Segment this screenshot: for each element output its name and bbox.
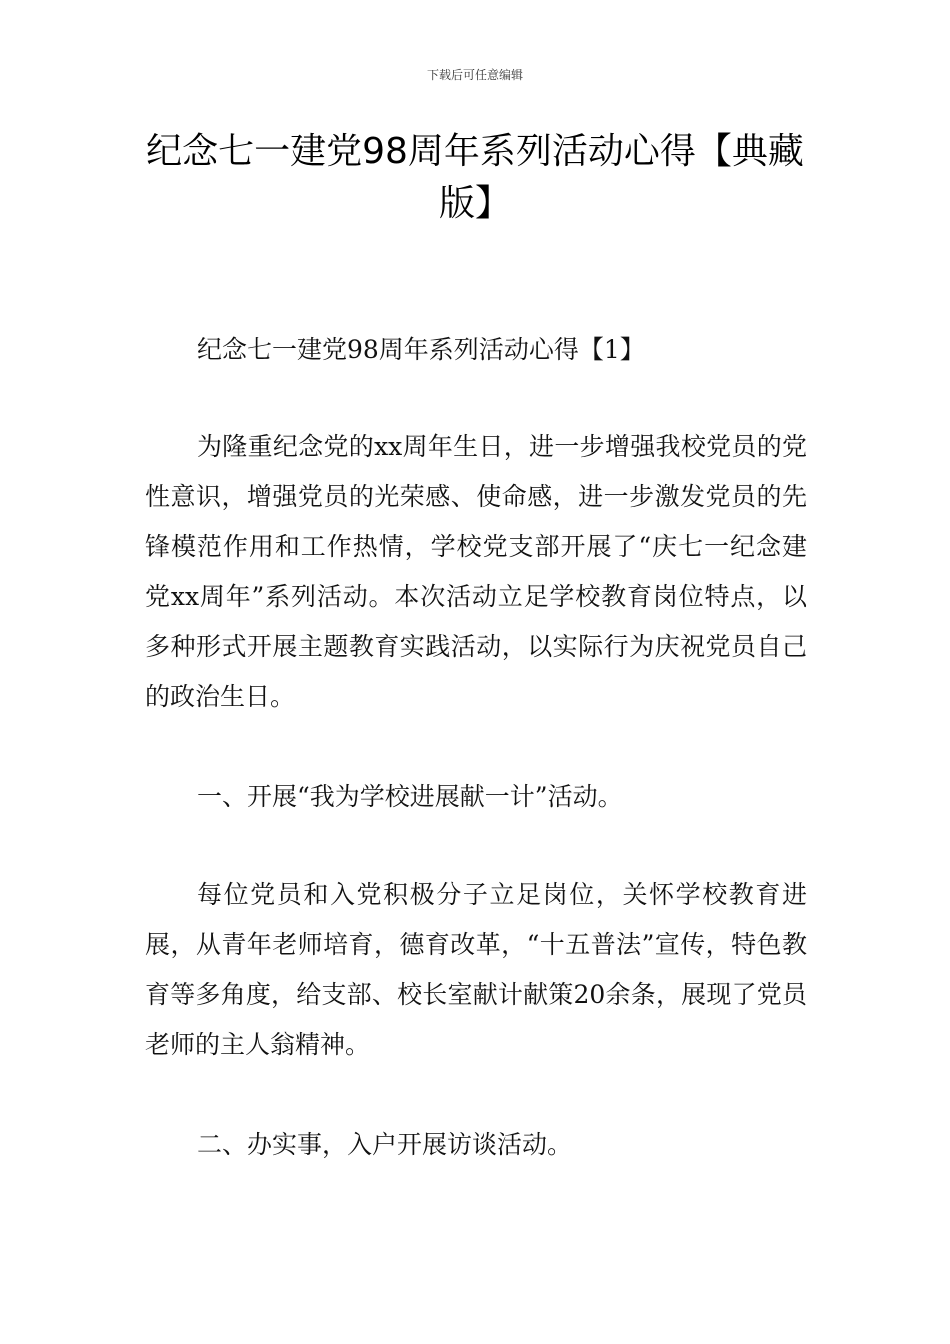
section-heading: 二、办实事，入户开展访谈活动。 [197,1130,573,1159]
body-paragraph: 每位党员和入党积极分子立足岗位，关怀学校教育进展，从青年老师培育，德育改革，“十五普法”宣传，特色教育等多角度，给支部、校长室献计献策20余条，展现了党员老师的主人翁精神。 [145,880,807,1059]
document-title: 纪念七一建党98周年系列活动心得【典藏版】 [146,131,804,224]
article-subheading: 纪念七一建党98周年系列活动心得【1】 [197,335,645,364]
body-paragraph: 为隆重纪念党的xx周年生日，进一步增强我校党员的党性意识，增强党员的光荣感、使命感，进一步激发党员的先锋模范作用和工作热情，学校党支部开展了“庆七一纪念建党xx周年”系列活动。本次活动立足学校教育岗位特点，以多种形式开展主题教育实践活动，以实际行为庆祝党员自己的政治生日。 [145,432,807,711]
page-header-note: 下载后可任意编辑 [426,68,523,82]
section-heading: 一、开展“我为学校进展献一计”活动。 [197,782,623,811]
